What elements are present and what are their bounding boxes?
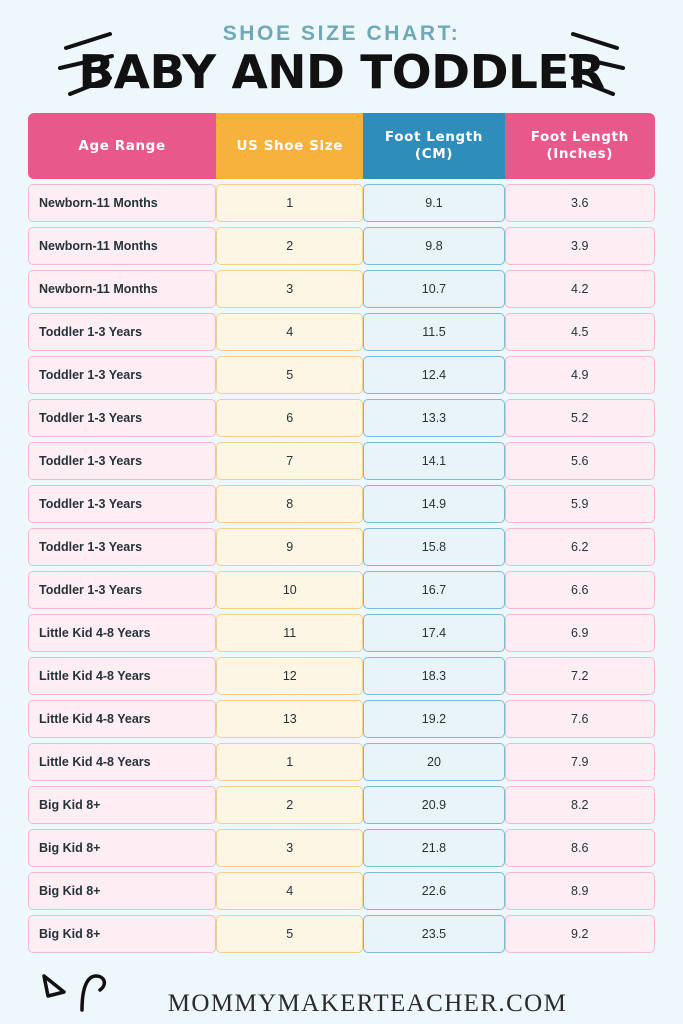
cell-foot-length-cm: 13.3: [363, 399, 504, 437]
cell-foot-length-inches: 8.9: [505, 872, 656, 910]
table-row: [28, 829, 655, 867]
table-header-row: [28, 113, 655, 179]
cell-us-shoe-size: 5: [216, 915, 363, 953]
column-header-us-shoe-size: US Shoe Size: [216, 113, 363, 179]
cell-foot-length-inches: 7.9: [505, 743, 656, 781]
cell-foot-length-inches: 7.2: [505, 657, 656, 695]
cell-age-range: Little Kid 4-8 Years: [28, 657, 216, 695]
size-table-container: [0, 96, 683, 958]
cell-foot-length-cm: 15.8: [363, 528, 504, 566]
cell-age-range: Toddler 1-3 Years: [28, 356, 216, 394]
cell-us-shoe-size: 4: [216, 872, 363, 910]
cell-foot-length-cm: 19.2: [363, 700, 504, 738]
cell-foot-length-inches: 6.9: [505, 614, 656, 652]
cell-us-shoe-size: 8: [216, 485, 363, 523]
cell-foot-length-inches: 3.6: [505, 184, 656, 222]
cell-foot-length-cm: 14.1: [363, 442, 504, 480]
cell-us-shoe-size: 7: [216, 442, 363, 480]
cell-foot-length-inches: 9.2: [505, 915, 656, 953]
table-row: [28, 571, 655, 609]
table-row: [28, 356, 655, 394]
cell-foot-length-inches: 3.9: [505, 227, 656, 265]
cell-foot-length-cm: 9.8: [363, 227, 504, 265]
cell-us-shoe-size: 12: [216, 657, 363, 695]
table-row: [28, 872, 655, 910]
cell-us-shoe-size: 2: [216, 227, 363, 265]
table-row: [28, 227, 655, 265]
cell-foot-length-cm: 9.1: [363, 184, 504, 222]
table-row: [28, 313, 655, 351]
cell-age-range: Toddler 1-3 Years: [28, 442, 216, 480]
cell-us-shoe-size: 6: [216, 399, 363, 437]
cell-age-range: Little Kid 4-8 Years: [28, 614, 216, 652]
table-row: [28, 915, 655, 953]
cell-age-range: Big Kid 8+: [28, 915, 216, 953]
cell-us-shoe-size: 13: [216, 700, 363, 738]
table-row: [28, 485, 655, 523]
shoe-size-table: [28, 108, 655, 958]
cell-age-range: Newborn-11 Months: [28, 270, 216, 308]
arrow-doodle-icon: [38, 970, 118, 1016]
cell-foot-length-inches: 4.5: [505, 313, 656, 351]
cell-foot-length-inches: 5.2: [505, 399, 656, 437]
cell-foot-length-inches: 6.2: [505, 528, 656, 566]
cell-foot-length-cm: 20.9: [363, 786, 504, 824]
cell-foot-length-cm: 17.4: [363, 614, 504, 652]
cell-foot-length-inches: 8.2: [505, 786, 656, 824]
column-header-age-range: Age Range: [28, 113, 216, 179]
table-row: [28, 657, 655, 695]
cell-us-shoe-size: 11: [216, 614, 363, 652]
cell-foot-length-inches: 6.6: [505, 571, 656, 609]
cell-foot-length-cm: 22.6: [363, 872, 504, 910]
cell-us-shoe-size: 1: [216, 743, 363, 781]
chart-subtitle: SHOE SIZE CHART:: [222, 22, 461, 45]
cell-age-range: Toddler 1-3 Years: [28, 399, 216, 437]
table-row: [28, 399, 655, 437]
cell-foot-length-inches: 5.9: [505, 485, 656, 523]
cell-us-shoe-size: 3: [216, 829, 363, 867]
cell-foot-length-cm: 14.9: [363, 485, 504, 523]
cell-foot-length-cm: 20: [363, 743, 504, 781]
table-row: [28, 743, 655, 781]
table-row: [28, 700, 655, 738]
cell-us-shoe-size: 2: [216, 786, 363, 824]
cell-foot-length-inches: 5.6: [505, 442, 656, 480]
cell-foot-length-inches: 7.6: [505, 700, 656, 738]
cell-foot-length-inches: 4.2: [505, 270, 656, 308]
table-row: [28, 614, 655, 652]
table-body: [28, 184, 655, 953]
cell-foot-length-cm: 12.4: [363, 356, 504, 394]
column-header-foot-length-inches: Foot Length (Inches): [505, 113, 656, 179]
cell-age-range: Big Kid 8+: [28, 829, 216, 867]
cell-foot-length-cm: 16.7: [363, 571, 504, 609]
table-row: [28, 270, 655, 308]
table-row: [28, 184, 655, 222]
cell-foot-length-inches: 8.6: [505, 829, 656, 867]
table-row: [28, 528, 655, 566]
cell-age-range: Little Kid 4-8 Years: [28, 700, 216, 738]
cell-foot-length-cm: 21.8: [363, 829, 504, 867]
cell-us-shoe-size: 9: [216, 528, 363, 566]
chart-footer: [0, 990, 683, 1018]
cell-age-range: Toddler 1-3 Years: [28, 571, 216, 609]
cell-age-range: Newborn-11 Months: [28, 184, 216, 222]
cell-foot-length-inches: 4.9: [505, 356, 656, 394]
cell-age-range: Toddler 1-3 Years: [28, 528, 216, 566]
cell-age-range: Big Kid 8+: [28, 786, 216, 824]
cell-us-shoe-size: 10: [216, 571, 363, 609]
cell-us-shoe-size: 1: [216, 184, 363, 222]
cell-foot-length-cm: 18.3: [363, 657, 504, 695]
column-header-foot-length-cm: Foot Length (CM): [363, 113, 504, 179]
cell-foot-length-cm: 23.5: [363, 915, 504, 953]
cell-us-shoe-size: 5: [216, 356, 363, 394]
chart-header: [0, 0, 683, 99]
cell-age-range: Toddler 1-3 Years: [28, 485, 216, 523]
cell-age-range: Toddler 1-3 Years: [28, 313, 216, 351]
footer-website: MOMMYMAKERTEACHER.COM: [167, 990, 568, 1017]
cell-age-range: Big Kid 8+: [28, 872, 216, 910]
cell-foot-length-cm: 11.5: [363, 313, 504, 351]
cell-foot-length-cm: 10.7: [363, 270, 504, 308]
cell-us-shoe-size: 3: [216, 270, 363, 308]
cell-age-range: Newborn-11 Months: [28, 227, 216, 265]
chart-title: BABY AND TODDLER: [78, 45, 605, 99]
cell-age-range: Little Kid 4-8 Years: [28, 743, 216, 781]
table-row: [28, 442, 655, 480]
table-row: [28, 786, 655, 824]
cell-us-shoe-size: 4: [216, 313, 363, 351]
